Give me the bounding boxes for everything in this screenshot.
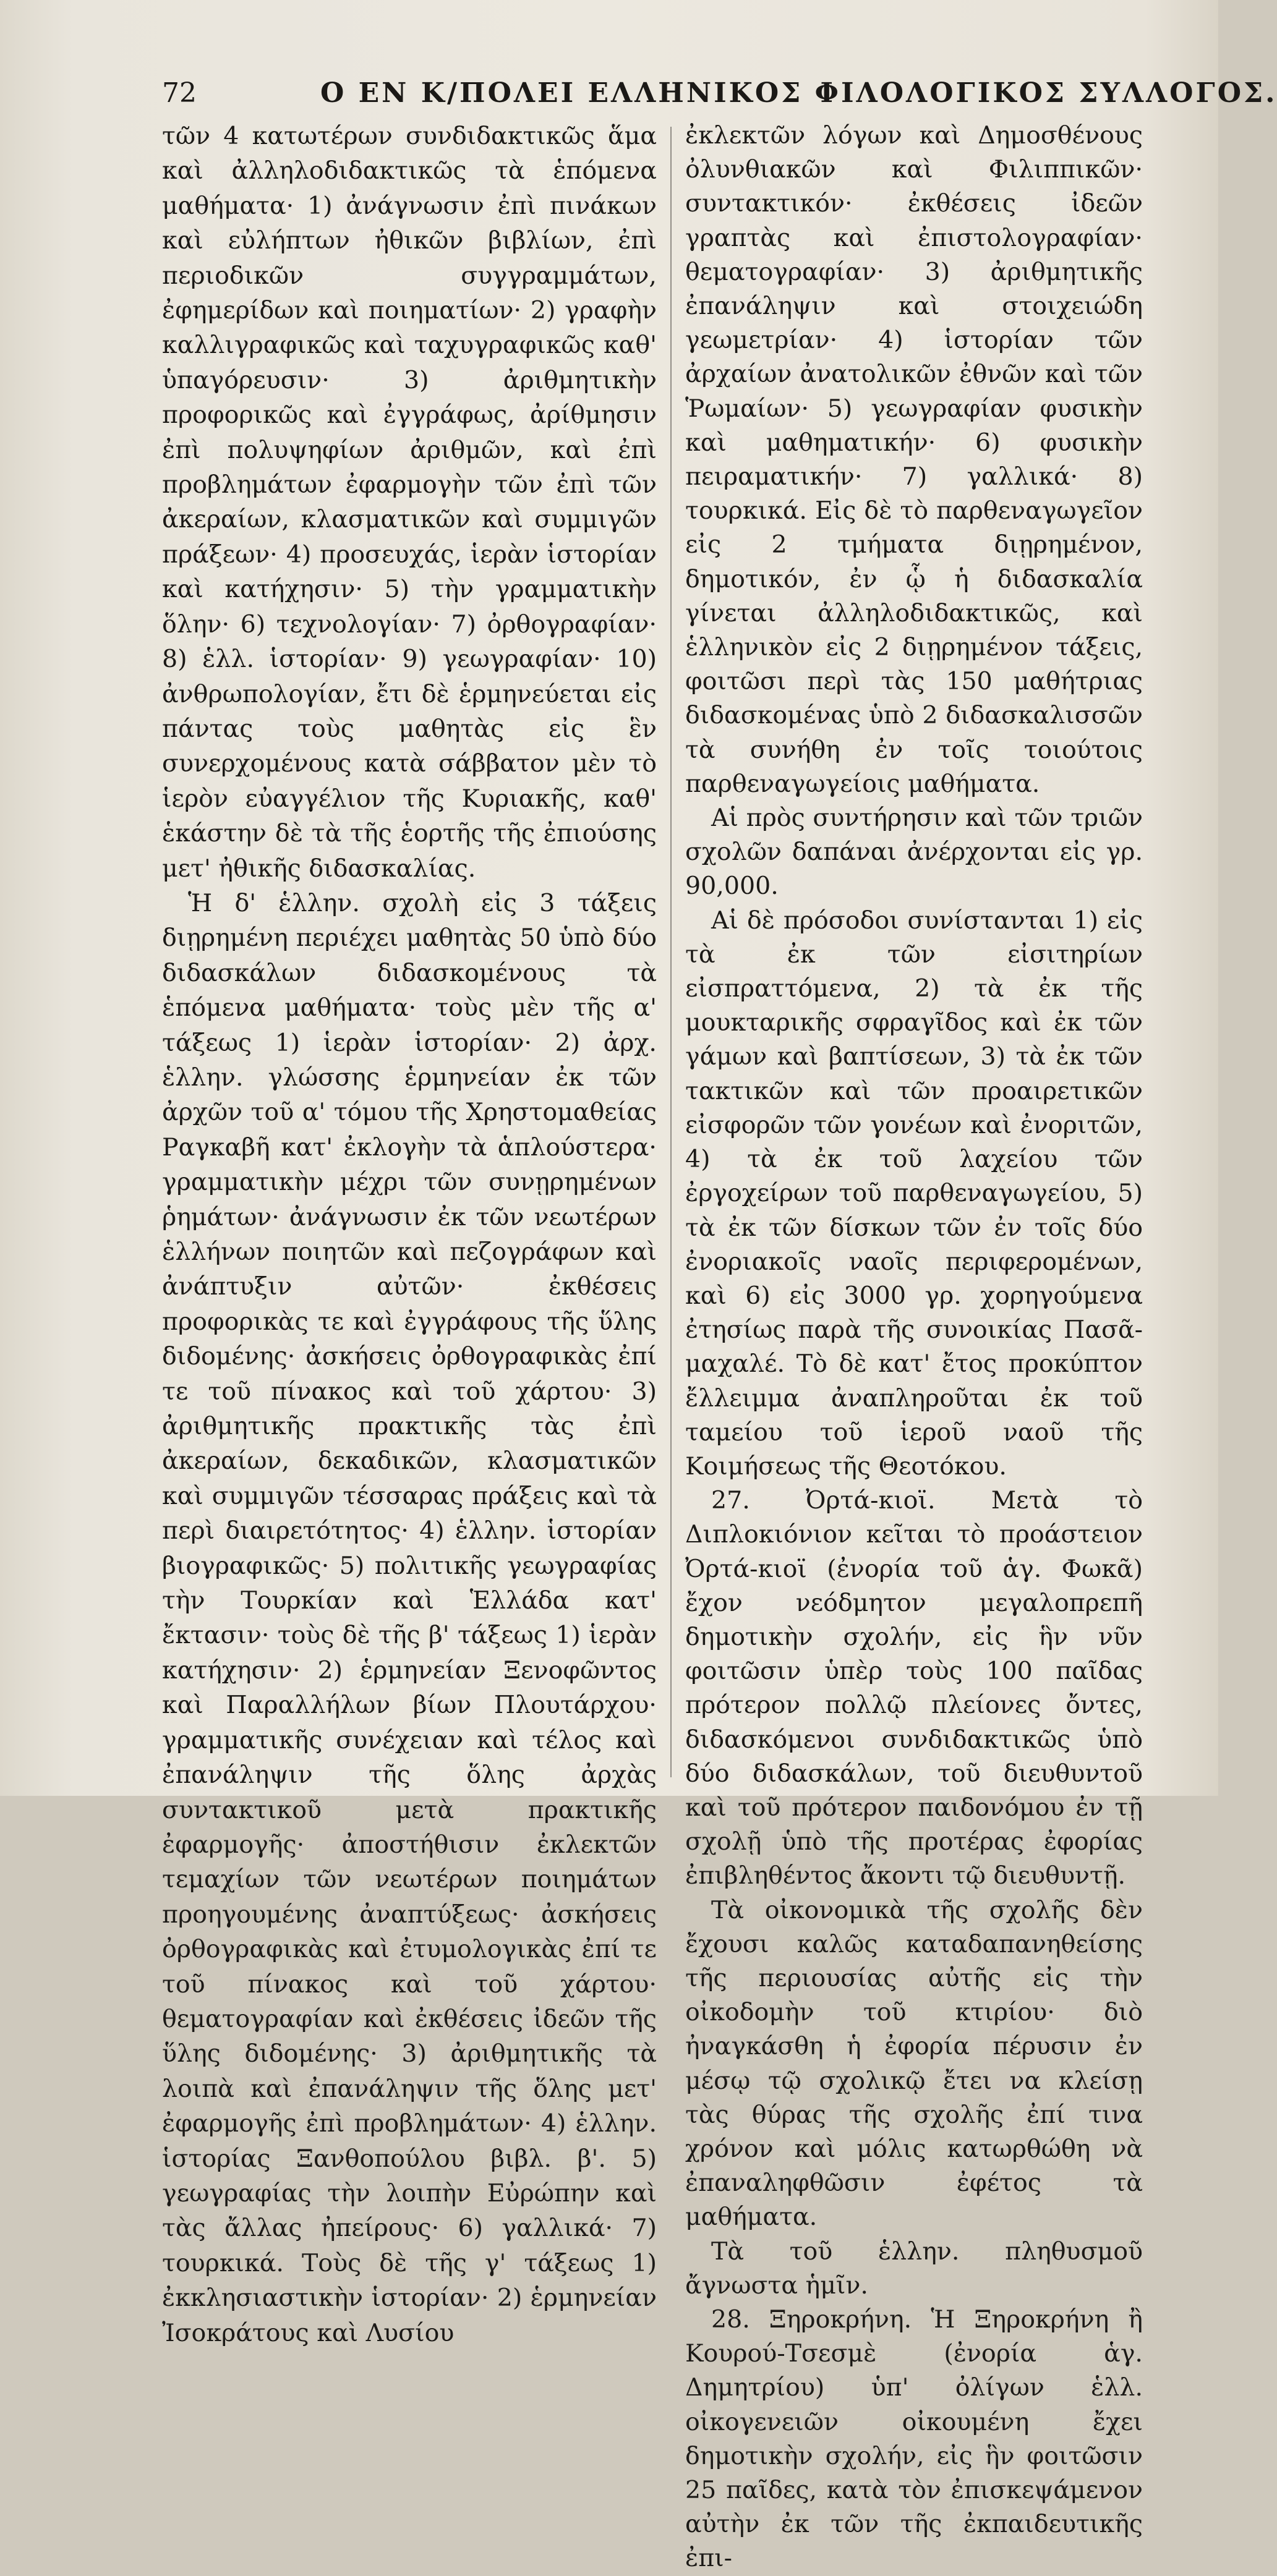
paragraph-right-6: Τὰ τοῦ ἑλλην. πληθυσμοῦ ἄγνωστα ἡμῖν. bbox=[685, 2237, 1143, 2300]
paragraph-right-1: ἐκλεκτῶν λόγων καὶ Δημοσθένους ὀλυνθιακῶν καὶ Φιλιππικῶν· συντακτικόν· ἐκθέσεις ἰδεῶν γραπτὰς καὶ ἐπιστολογραφίαν· θεματογραφίαν· 3) ἀριθμητικῆς ἐπανάληψιν καὶ στοιχειώδη γεωμετρίαν· 4) ἱστορίαν τῶν ἀρχαίων ἀνατολικῶν ἐθνῶν καὶ τῶν Ῥωμαίων· 5) γεωγραφίαν φυσικὴν καὶ μαθηματικήν· 6) φυσικὴν πειραματικήν· 7) γαλλικά· 8) τουρκικά. Εἰς δὲ τὸ παρθεναγωγεῖον εἰς 2 τμήματα διῃρημένον, δημοτικόν, ἐν ᾧ ἡ διδασκαλία γίνεται ἀλληλοδιδακτικῶς, καὶ ἑλληνικὸν εἰς 2 διῃρημένον τάξεις, φοιτῶσι περὶ τὰς 150 μαθήτριας διδασκομένας ὑπὸ 2 διδασκαλισσῶν τὰ συνήθη ἐν τοῖς τοιούτοις παρθεναγωγείοις μαθήματα. bbox=[685, 121, 1143, 798]
running-title: Ο ΕΝ Κ/ΠΟΛΕΙ ΕΛΛΗΝΙΚΟΣ ΦΙΛΟΛΟΓΙΚΟΣ ΣΥΛΛΟΓΟΣ. bbox=[320, 77, 1277, 109]
paragraph-right-2: Αἱ πρὸς συντήρησιν καὶ τῶν τριῶν σχολῶν δαπάναι ἀνέρχονται εἰς γρ. 90,000. bbox=[685, 804, 1143, 901]
paragraph-right-5: Τὰ οἰκονομικὰ τῆς σχολῆς δὲν ἔχουσι καλῶς καταδαπανηθείσης τῆς περιουσίας αὐτῆς εἰς τὴν οἰκοδομὴν τοῦ κτιρίου· διὸ ἠναγκάσθη ἡ ἐφορία πέρυσιν ἐν μέσῳ τῷ σχολικῷ ἔτει να κλείσῃ τὰς θύρας τῆς σχολῆς ἐπί τινα χρόνον καὶ μόλις κατωρθώθη νὰ ἐπαναληφθῶσιν ἐφέτος τὰ μαθήματα. bbox=[685, 1895, 1143, 2232]
paragraph-left-1: τῶν 4 κατωτέρων συνδιδακτικῶς ἅμα καὶ ἀλληλοδιδακτικῶς τὰ ἑπόμενα μαθήματα· 1) ἀνάγνωσιν ἐπὶ πινάκων καὶ εὐλήπτων ἠθικῶν βιβλίων, ἐπὶ περιοδικῶν συγγραμμάτων, ἐφημερίδων καὶ ποιηματίων· 2) γραφὴν καλλιγραφικῶς καὶ ταχυγραφικῶς καθ' ὑπαγόρευσιν· 3) ἀριθμητικὴν προφορικῶς καὶ ἐγγράφως, ἀρίθμησιν ἐπὶ πολυψηφίων ἀριθμῶν, καὶ ἐπὶ προβλημάτων ἐφαρμογὴν τῶν ἐπὶ τῶν ἀκεραίων, κλασματικῶν καὶ συμμιγῶν πράξεων· 4) προσευχάς, ἱερὰν ἱστορίαν καὶ κατήχησιν· 5) τὴν γραμματικὴν ὅλην· 6) τεχνολογίαν· 7) ὀρθογραφίαν· 8) ἑλλ. ἱστορίαν· 9) γεωγραφίαν· 10) ἀνθρωπολογίαν, ἔτι δὲ ἑρμηνεύεται εἰς πάντας τοὺς μαθητὰς εἰς ἓν συνερχομένους κατὰ σάββατον μὲν τὸ ἱερὸν εὐαγγέλιον τῆς Κυριακῆς, καθ' ἑκάστην δὲ τὰ τῆς ἑορτῆς τῆς ἐπιούσης μετ' ἠθικῆς διδασκαλίας. bbox=[162, 122, 657, 883]
left-column bbox=[162, 119, 657, 2347]
right-column bbox=[685, 119, 1143, 2573]
paragraph-left-2: Ἡ δ' ἑλλην. σχολὴ εἰς 3 τάξεις διῃρημένη περιέχει μαθητὰς 50 ὑπὸ δύο διδασκάλων διδασκομένους τὰ ἑπόμενα μαθήματα· τοὺς μὲν τῆς α' τάξεως 1) ἱερὰν ἱστορίαν· 2) ἀρχ. ἑλλην. γλώσσης ἑρμηνείαν ἐκ τῶν ἀρχῶν τοῦ α' τόμου τῆς Χρηστομαθείας Ραγκαβῆ κατ' ἐκλογὴν τὰ ἁπλούστερα· γραμματικὴν μέχρι τῶν συνῃρημένων ῥημάτων· ἀνάγνωσιν ἐκ τῶν νεωτέρων ἑλλήνων ποιητῶν καὶ πεζογράφων καὶ ἀνάπτυξιν αὐτῶν· ἐκθέσεις προφορικὰς τε καὶ ἐγγράφους τῆς ὕλης διδομένης· ἀσκήσεις ὀρθογραφικὰς ἐπί τε τοῦ πίνακος καὶ τοῦ χάρτου· 3) ἀριθμητικῆς πρακτικῆς τὰς ἐπὶ ἀκεραίων, δεκαδικῶν, κλασματικῶν καὶ συμμιγῶν τέσσαρας πράξεις καὶ τὰ περὶ διαιρετότητος· 4) ἑλλην. ἱστορίαν βιογραφικῶς· 5) πολιτικῆς γεωγραφίας τὴν Τουρκίαν καὶ Ἑλλάδα κατ' ἔκτασιν· τοὺς δὲ τῆς β' τάξεως 1) ἱερὰν κατήχησιν· 2) ἑρμηνείαν Ξενοφῶντος καὶ Παραλλήλων βίων Πλουτάρχου· γραμματικῆς συνέχειαν καὶ τέλος καὶ ἐπανάληψιν τῆς ὅλης ἀρχὰς συντακτικοῦ μετὰ πρακτικῆς ἐφαρμογῆς· ἀποστήθισιν ἐκλεκτῶν τεμαχίων τῶν νεωτέρων ποιημάτων προηγουμένης ἀναπτύξεως· ἀσκήσεις ὀρθογραφικὰς καὶ ἐτυμολογικὰς ἐπί τε τοῦ πίνακος καὶ τοῦ χάρτου· θεματογραφίαν καὶ ἐκθέσεις ἰδεῶν τῆς ὕλης διδομένης· 3) ἀριθμητικῆς τὰ λοιπὰ καὶ ἐπανάληψιν τῆς ὅλης μετ' ἐφαρμογῆς ἐπὶ προβλημάτων· 4) ἑλλην. ἱστορίας Ξανθοπούλου βιβλ. β'. 5) γεωγραφίας τὴν λοιπὴν Εὐρώπην καὶ τὰς ἄλλας ἠπείρους· 6) γαλλικά· 7) τουρκικά. Τοὺς δὲ τῆς γ' τάξεως 1) ἐκκλησιαστικὴν ἱστορίαν· 2) ἑρμηνείαν Ἰσοκράτους καὶ Λυσίου bbox=[162, 888, 657, 2347]
page-number: 72 bbox=[162, 77, 197, 109]
column-divider bbox=[670, 127, 672, 1777]
paragraph-right-4: 27. Ὀρτά-κιοϊ. Μετὰ τὸ Διπλοκιόνιον κεῖται τὸ προάστειον Ὀρτά-κιοϊ (ἐνορία τοῦ ἁγ. Φωκᾶ) ἔχον νεόδμητον μεγαλοπρεπῆ δημοτικὴν σχολήν, εἰς ἣν νῦν φοιτῶσιν ὑπὲρ τοὺς 100 παῖδας πρότερον πολλῷ πλείονες ὄντες, διδασκόμενοι συνδιδακτικῶς ὑπὸ δύο διδασκάλων, τοῦ διευθυντοῦ καὶ τοῦ πρότερον παιδονόμου ἐν τῇ σχολῇ ὑπὸ τῆς προτέρας ἐφορίας ἐπιβληθέντος ἄκοντι τῷ διευθυντῇ. bbox=[685, 1486, 1143, 1890]
paragraph-right-3: Αἱ δὲ πρόσοδοι συνίστανται 1) εἰς τὰ ἐκ τῶν εἰσιτηρίων εἰσπραττόμενα, 2) τὰ ἐκ τῆς μουκταρικῆς σφραγῖδος καὶ ἐκ τῶν γάμων καὶ βαπτίσεων, 3) τὰ ἐκ τῶν τακτικῶν καὶ τῶν προαιρετικῶν εἰσφορῶν τῶν γονέων καὶ ἐνοριτῶν, 4) τὰ ἐκ τοῦ λαχείου τῶν ἐργοχείρων τοῦ παρθεναγωγείου, 5) τὰ ἐκ τῶν δίσκων τῶν ἐν τοῖς δύο ἐνοριακοῖς ναοῖς περιφερομένων, καὶ 6) εἰς 3000 γρ. χορηγούμενα ἐτησίως παρὰ τῆς συνοικίας Πασᾶ-μαχαλέ. Τὸ δὲ κατ' ἔτος προκύπτον ἔλλειμμα ἀναπληροῦται ἐκ τοῦ ταμείου τοῦ ἱεροῦ ναοῦ τῆς Κοιμήσεως τῆς Θεοτόκου. bbox=[685, 906, 1143, 1481]
paragraph-right-7: 28. Ξηροκρήνη. Ἡ Ξηροκρήνη ἢ Κουρού-Τσεσμὲ (ἐνορία ἁγ. Δημητρίου) ὑπ' ὀλίγων ἑλλ. οἰκογενειῶν οἰκουμένη ἔχει δημοτικὴν σχολήν, εἰς ἣν φοιτῶσιν 25 παῖδες, κατὰ τὸν ἐπισκεψάμενον αὐτὴν ἐκ τῶν τῆς ἐκπαιδευτικῆς ἐπι- bbox=[685, 2305, 1143, 2573]
page-header bbox=[162, 65, 1277, 121]
